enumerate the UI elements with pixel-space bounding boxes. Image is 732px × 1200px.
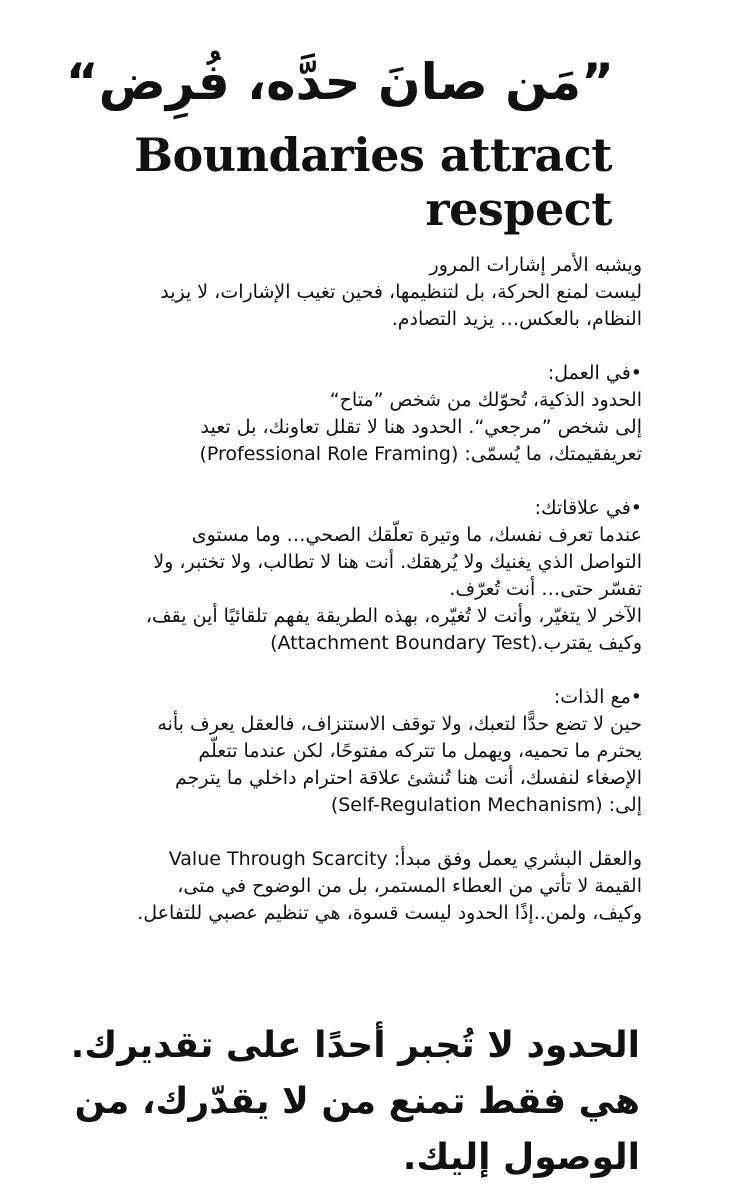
article-body: [42, 252, 642, 954]
principle-line: والعقل البشري يعمل وفق مبدأ: Value Through Scarcity: [168, 848, 642, 870]
self-heading: •مع الذات:: [553, 686, 642, 708]
work-heading: •في العمل:: [547, 362, 642, 384]
self-line: إلى: (Self-Regulation Mechanism): [330, 794, 642, 816]
principle-paragraph: [42, 846, 642, 927]
work-line: تعريفقيمتك، ما يُسمّى: (Professional Role Framing): [199, 443, 642, 465]
closing-statement: [40, 1018, 640, 1186]
relationships-line: عندما تعرف نفسك، ما وتيرة تعلّقك الصحي… وما مستوى: [191, 524, 642, 546]
self-line: الإصغاء لنفسك، أنت هنا تُنشئ علاقة احترام داخلي ما يترجم: [175, 767, 642, 789]
relationships-line: وكيف يقترب.(Attachment Boundary Test): [270, 632, 642, 654]
intro-line: ويشبه الأمر إشارات المرور: [429, 254, 642, 276]
work-section: [42, 360, 642, 468]
relationships-line: الآخر لا يتغيّر، وأنت لا تُغيّره، بهذه الطريقة يفهم تلقائيًا أين يقف،: [145, 605, 642, 627]
relationships-heading: •في علاقاتك:: [534, 497, 642, 519]
arabic-title: ”مَن صانَ حدَّه، فُرِض“: [65, 53, 614, 111]
closing-line: هي فقط تمنع من لا يقدّرك، من: [74, 1081, 640, 1122]
intro-line: النظام، بالعكس… يزيد التصادم.: [391, 308, 642, 330]
relationships-section: [42, 495, 642, 657]
closing-line: الوصول إليك.: [402, 1137, 640, 1178]
work-line: الحدود الذكية، تُحوّلك من شخص ”متاح“: [329, 389, 642, 411]
relationships-line: التواصل الذي يغنيك ولا يُرهقك. أنت هنا لا تطالب، ولا تختبر، ولا: [153, 551, 642, 573]
self-line: يحترم ما تحميه، ويهمل ما تتركه مفتوحًا، لكن عندما تتعلّم: [198, 740, 642, 762]
self-section: [42, 684, 642, 819]
intro-paragraph: [42, 252, 642, 333]
principle-line: القيمة لا تأتي من العطاء المستمر، بل من الوضوح في متى،: [177, 875, 642, 897]
work-line: إلى شخص ”مرجعي“. الحدود هنا لا تقلل تعاونك، بل تعيد: [200, 416, 642, 438]
closing-line: الحدود لا تُجبر أحدًا على تقديرك.: [70, 1025, 640, 1066]
english-title-line-1: Boundaries attract: [134, 128, 612, 182]
english-title: [112, 128, 612, 236]
principle-line: وكيف، ولمن..إذًا الحدود ليست قسوة، هي تنظيم عصبي للتفاعل.: [137, 902, 642, 924]
self-line: حين لا تضع حدًّا لتعبك، ولا توقف الاستنزاف، فالعقل يعرف بأنه: [157, 713, 642, 735]
intro-line: ليست لمنع الحركة، بل لتنظيمها، فحين تغيب الإشارات، لا يزيد: [160, 281, 642, 303]
relationships-line: تفسّر حتى… أنت تُعرّف.: [449, 578, 642, 600]
english-title-line-2: respect: [425, 182, 612, 236]
